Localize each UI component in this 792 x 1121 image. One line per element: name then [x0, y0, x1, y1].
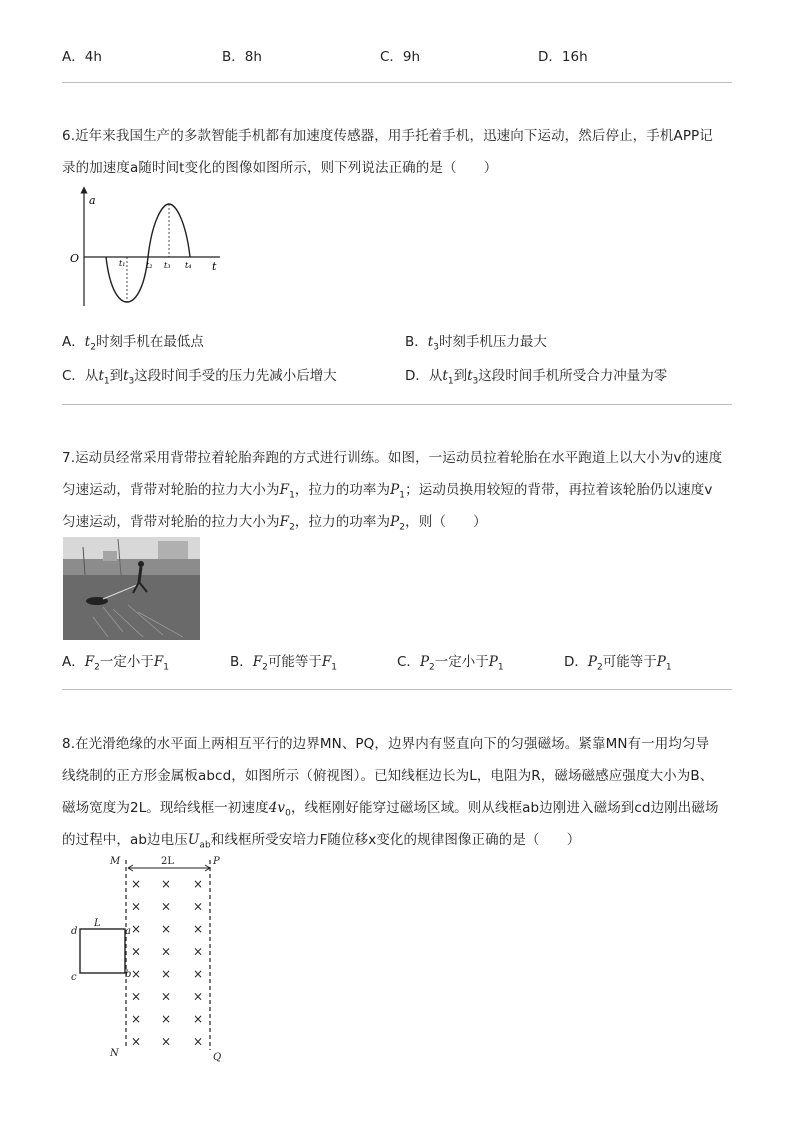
q6-option-d: D．从$t_1$到$t_3$这段时间手机所受合力冲量为零 — [405, 368, 668, 387]
field-x-marker: × — [131, 944, 142, 959]
field-x-marker: × — [131, 922, 142, 936]
field-x-marker: × — [131, 967, 142, 981]
tick-t4: t₄ — [185, 261, 192, 270]
field-x-marker: × — [161, 877, 172, 891]
label-d: d — [71, 926, 78, 937]
field-x-marker: × — [161, 922, 172, 936]
q5-option-b: B．8h — [222, 49, 262, 65]
q8-stem-line2: 线绕制的正方形金属板abcd，如图所示（俯视图）。已知线框边长为L，电阻为R，磁场磁感应强度大小为B、 — [62, 768, 714, 784]
q7-option-d: D．$P_2$可能等于$P_1$ — [564, 654, 672, 673]
origin-label: O — [70, 252, 80, 265]
field-x-marker: × — [161, 899, 172, 914]
label-width-2l: 2L — [161, 856, 175, 867]
label-m: M — [110, 856, 121, 867]
field-x-marker: × — [131, 877, 142, 891]
field-x-marker: × — [161, 989, 172, 1004]
field-x-marker: × — [193, 989, 204, 1004]
field-x-marker: × — [161, 1012, 172, 1026]
q6-acceleration-graph — [62, 184, 232, 314]
field-x-marker: × — [193, 944, 204, 959]
label-p: P — [213, 856, 220, 867]
tick-t3: t₃ — [164, 261, 171, 270]
label-side-l: L — [94, 918, 101, 929]
q8-stem-line1: 8.在光滑绝缘的水平面上两相互平行的边界MN、PQ，边界内有竖直向下的匀强磁场。紧靠MN有一用均匀导 — [62, 736, 710, 752]
q7-option-a: A．$F_2$一定小于$F_1$ — [62, 654, 169, 673]
field-x-marker: × — [193, 967, 204, 981]
label-c: c — [71, 972, 77, 983]
q8-magnetic-field-figure — [60, 850, 240, 1065]
divider — [62, 82, 732, 83]
tire-training-photo — [63, 537, 200, 640]
field-x-marker: × — [131, 1034, 142, 1049]
field-x-marker: × — [131, 989, 142, 1004]
q5-option-a: A．4h — [62, 49, 102, 65]
field-markers — [131, 877, 203, 1049]
tick-t1: t₁ — [119, 259, 126, 268]
acceleration-curve — [106, 204, 190, 302]
tick-t2: t₂ — [146, 261, 153, 270]
q6-option-c: C．从$t_1$到$t_3$这段时间手受的压力先减小后增大 — [62, 368, 337, 387]
q8-stem-line4: 的过程中，ab边电压$U_{ab}$和线框所受安培力F随位移x变化的规律图像正确的是（ ） — [62, 832, 581, 851]
label-b: b — [125, 969, 132, 980]
q7-stem-line3: 匀速运动，背带对轮胎的拉力大小为$F_2$，拉力的功率为$P_2$，则（ ） — [62, 514, 487, 533]
field-x-marker: × — [193, 922, 204, 936]
photo-scene — [63, 537, 200, 640]
label-q: Q — [213, 1052, 222, 1063]
x-axis-label: t — [212, 260, 217, 273]
divider — [62, 404, 732, 405]
q6-option-b: B．$t_3$时刻手机压力最大 — [405, 334, 547, 353]
label-a: a — [125, 926, 131, 937]
divider — [62, 689, 732, 690]
field-x-marker: × — [193, 1034, 204, 1049]
q6-stem-line2: 录的加速度a随时间t变化的图像如图所示，则下列说法正确的是（ ） — [62, 160, 498, 176]
field-x-marker: × — [161, 1034, 172, 1049]
q7-stem-line1: 7.运动员经常采用背带拉着轮胎奔跑的方式进行训练。如图，一运动员拉着轮胎在水平跑道上以大小为v的速度 — [62, 450, 723, 466]
q5-option-d: D．16h — [538, 49, 588, 65]
field-x-marker: × — [193, 899, 204, 914]
field-x-marker: × — [161, 944, 172, 959]
field-x-marker: × — [193, 1012, 204, 1026]
q5-option-c: C．9h — [380, 49, 421, 65]
q7-option-b: B．$F_2$可能等于$F_1$ — [230, 654, 337, 673]
field-x-marker: × — [131, 1012, 142, 1026]
y-axis-label: a — [89, 194, 96, 207]
q7-stem-line2: 匀速运动，背带对轮胎的拉力大小为$F_1$，拉力的功率为$P_1$；运动员换用较短的背带，再拉着该轮胎仍以速度v — [62, 482, 713, 501]
field-x-marker: × — [161, 967, 172, 981]
field-x-marker: × — [193, 877, 204, 891]
field-x-marker: × — [131, 899, 142, 914]
q7-option-c: C．$P_2$一定小于$P_1$ — [397, 654, 504, 673]
q6-stem-line1: 6.近年来我国生产的多款智能手机都有加速度传感器，用手托着手机，迅速向下运动，然后停止，手机APP记 — [62, 128, 713, 144]
square-coil-abcd — [80, 929, 125, 973]
q6-option-a: A．$t_2$时刻手机在最低点 — [62, 334, 204, 353]
label-n: N — [110, 1048, 119, 1059]
q8-stem-line3: 磁场宽度为2L。现给线框一初速度$4v_0$，线框刚好能穿过磁场区域。则从线框ab边刚进入磁场到cd边刚出磁场 — [62, 800, 719, 819]
